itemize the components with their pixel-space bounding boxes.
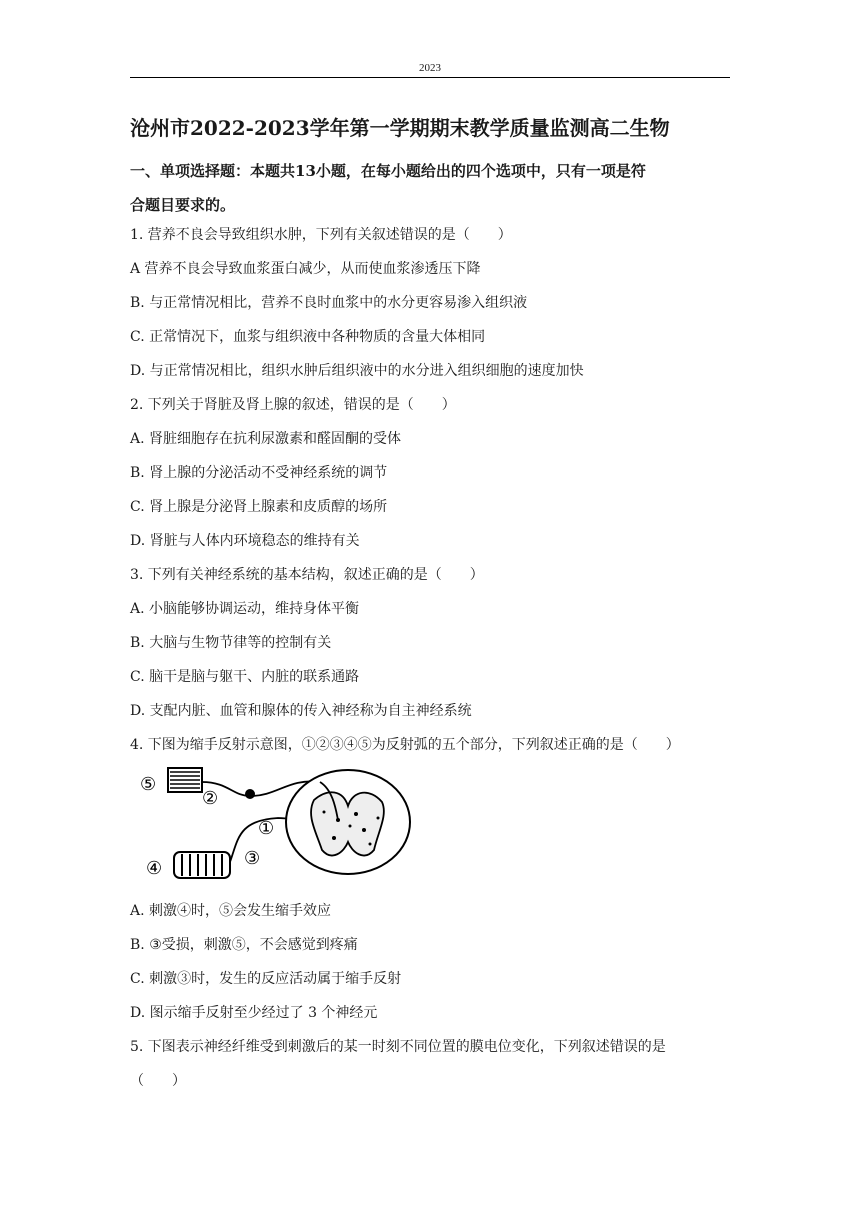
effector-muscle-block [174,852,230,878]
question-4-option-a: A. 刺激④时，⑤会发生缩手效应 [130,903,332,919]
question-3-option-d: D. 支配内脏、血管和腺体的传入神经称为自主神经系统 [130,703,472,719]
question-5-stem-line-2: （ ） [130,1073,186,1089]
question-3-stem: 3. 下列有关神经系统的基本结构，叙述正确的是（ ） [130,567,484,583]
question-3-option-b: B. 大脑与生物节律等的控制有关 [130,635,332,651]
section-heading-line-1: 一、单项选择题：本题共13小题，在每小题给出的四个选项中，只有一项是符 [130,162,646,180]
question-1-stem: 1. 营养不良会导致组织水肿，下列有关叙述错误的是（ ） [130,227,512,243]
question-2-option-a: A. 肾脏细胞存在抗利尿激素和醛固酮的受体 [130,431,402,447]
question-4-option-d: D. 图示缩手反射至少经过了 3 个神经元 [130,1005,378,1021]
spinal-cord-section [286,770,410,874]
question-2-option-c: C. 肾上腺是分泌肾上腺素和皮质醇的场所 [130,499,388,515]
diagram-label-5: ⑤ [140,774,157,795]
question-3-option-c: C. 脑干是脑与躯干、内脏的联系通路 [130,669,360,685]
diagram-label-1: ① [258,818,275,839]
question-1-option-c: C. 正常情况下，血浆与组织液中各种物质的含量大体相同 [130,329,486,345]
question-2-option-b: B. 肾上腺的分泌活动不受神经系统的调节 [130,465,388,481]
question-4-option-c: C. 刺激③时，发生的反应活动属于缩手反射 [130,971,402,987]
question-2-stem: 2. 下列关于肾脏及肾上腺的叙述，错误的是（ ） [130,397,456,413]
question-1-option-a: A 营养不良会导致血浆蛋白减少，从而使血浆渗透压下降 [130,261,481,277]
reflex-arc-diagram [138,760,418,890]
ganglion [245,789,255,799]
question-5-stem-line-1: 5. 下图表示神经纤维受到刺激后的某一时刻不同位置的膜电位变化，下列叙述错误的是 [130,1039,666,1055]
question-2-option-d: D. 肾脏与人体内环境稳态的维持有关 [130,533,360,549]
section-heading [130,154,730,222]
question-4-option-b: B. ③受损，刺激⑤，不会感觉到疼痛 [130,937,358,953]
header-divider [130,77,730,78]
exam-title: 沧州市2022-2023学年第一学期期末教学质量监测高二生物 [130,116,670,140]
section-heading-line-2: 合题目要求的。 [130,196,236,214]
question-3-option-a: A. 小脑能够协调运动，维持身体平衡 [130,601,360,617]
question-4-stem: 4. 下图为缩手反射示意图，①②③④⑤为反射弧的五个部分，下列叙述正确的是（ ） [130,737,680,753]
diagram-label-2: ② [202,788,219,809]
page-header-year: 2023 [419,62,441,74]
diagram-label-3: ③ [244,848,261,869]
receptor-skin-block [168,768,202,792]
question-1-option-b: B. 与正常情况相比，营养不良时血浆中的水分更容易渗入组织液 [130,295,528,311]
question-1-option-d: D. 与正常情况相比，组织水肿后组织液中的水分进入组织细胞的速度加快 [130,363,584,379]
diagram-label-4: ④ [146,858,163,879]
